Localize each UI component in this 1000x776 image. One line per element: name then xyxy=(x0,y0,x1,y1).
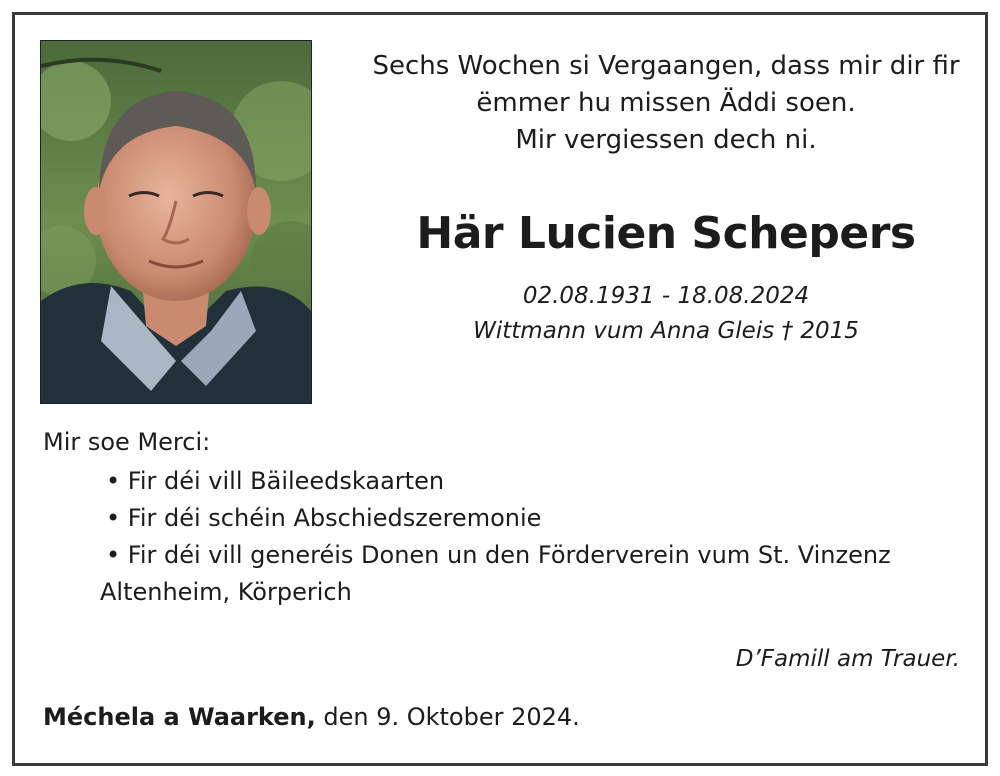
spouse-note: Wittmann vum Anna Gleis † 2015 xyxy=(473,318,859,344)
thanks-item: • Fir déi vill generéis Donen un den Förderverein vum St. Vinzenz xyxy=(106,541,891,569)
deceased-name: Här Lucien Schepers xyxy=(416,208,916,259)
place-and-date xyxy=(43,703,580,731)
verse-line: Mir vergiessen dech ni. xyxy=(515,125,817,155)
memorial-verse xyxy=(330,48,1000,159)
thanks-heading: Mir soe Merci: xyxy=(43,428,211,456)
family-signature: D’Famill am Trauer. xyxy=(735,646,960,672)
verse-line: Sechs Wochen si Vergaangen, dass mir dir fir xyxy=(372,51,960,81)
thanks-item: • Fir déi schéin Abschiedszeremonie xyxy=(106,504,542,532)
life-dates: 02.08.1931 - 18.08.2024 xyxy=(522,283,810,309)
notice-date: den 9. Oktober 2024. xyxy=(315,703,580,731)
portrait-photo xyxy=(40,40,312,404)
thanks-list xyxy=(100,463,970,611)
thanks-item-continuation: Altenheim, Körperich xyxy=(100,578,352,606)
place-name: Méchela a Waarken, xyxy=(43,703,316,731)
thanks-item: • Fir déi vill Bäileedskaarten xyxy=(106,467,445,495)
verse-line: ëmmer hu missen Äddi soen. xyxy=(476,88,856,118)
